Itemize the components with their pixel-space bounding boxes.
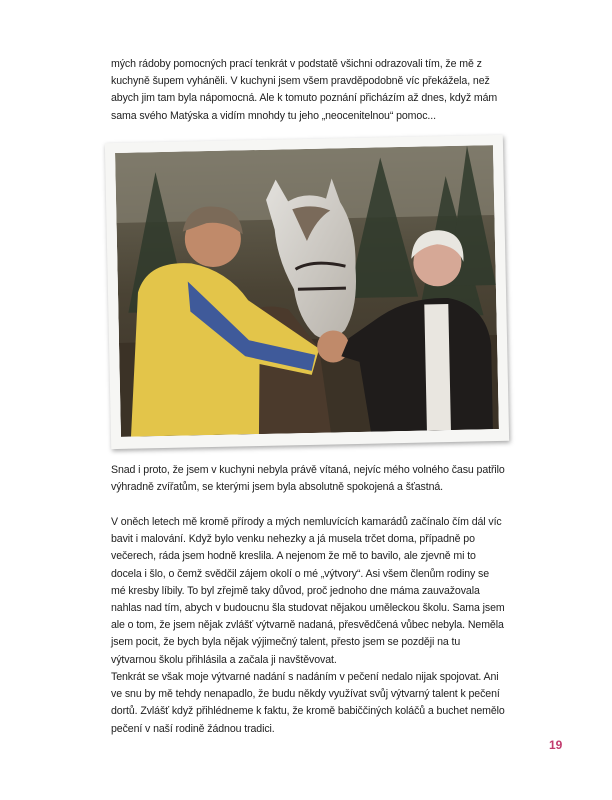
page-number: 19 [549,738,563,752]
photo-man-woman-horse [115,145,499,437]
paragraph-baking: Tenkrát se však moje výtvarné nadání s nadáním v pečení nedalo nijak spojovat. Ani ve snu by mě tehdy nenapadlo, že budu někdy využívat svůj výtvarný talent k pečení dortů. Zvlášť když přihlédneme k faktu, že kromě babiččiných koláčů a buchet nemělo pečení v naší rodině žádnou tradici. [111,671,505,735]
paragraph-intro: mých rádoby pomocných prací tenkrát v podstatě všichni odrazovali tím, že mě z kuchyně šupem vyháněli. V kuchyni jsem všem pravděpodobně víc překážela, než abych jim tam byla nápomocná. Ale k tomuto poznání přicházím až dnes, když mám sama svého Matýska a vidím mnohdy tu jeho „neocenitelnou“ pomoc... [111,58,498,122]
paragraph-kitchen: Snad i proto, že jsem v kuchyni nebyla právě vítaná, nejvíc mého volného času patřilo výhradně zvířatům, se kterými jsem byla absolutně spokojená a šťastná. [111,464,505,494]
photo-frame [105,135,509,449]
paragraph-drawing: V oněch letech mě kromě přírody a mých nemluvících kamarádů začínalo čím dál víc bavit i malování. Když bylo venku nehezky a já musela trčet doma, případně po večerech, ráda jsem hodně kreslila. A nejenom že mě to bavilo, ale zjevně mi to docela i šlo, o čemž svědčil zájem okolí o mé „výtvory“. Asi všem členům rodiny se mé kresby líbily. To byl zřejmě taky důvod, proč jednoho dne máma zauvažovala nahlas nad tím, abych v budoucnu šla studovat nějakou uměleckou školu. Sama jsem ale o tom, že jsem nějak zvlášť výtvarně nadaná, přesvědčená vůbec nebyla. Neměla jsem pocit, že bych byla nějak výjimečný talent, přesto jsem se později na tu výtvarnou školu přihlásila a začala ji navštěvovat. [111,516,505,666]
